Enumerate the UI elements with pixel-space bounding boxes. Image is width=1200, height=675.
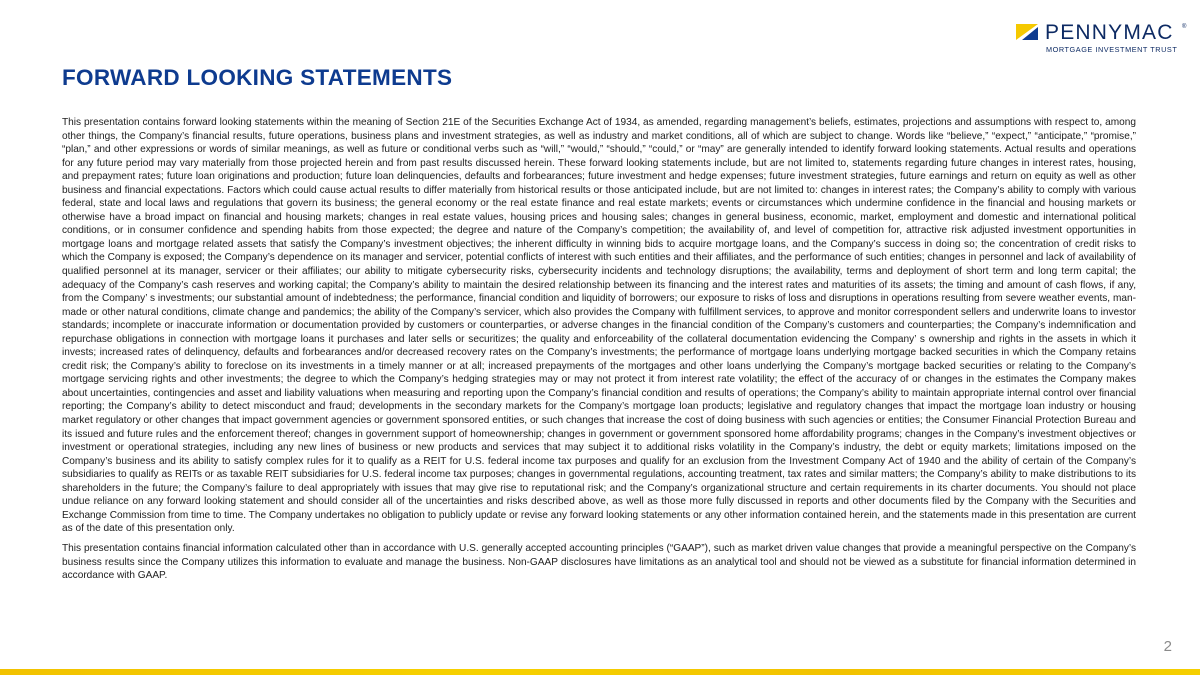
- non-gaap-paragraph: This presentation contains financial information calculated other than in accordance with U.S. generally accepted accounting principles (“GAAP”), such as market driven value changes that provide a meaningful perspective on the Company’s business results since the Company utilizes this information to evaluate and manage the business. Non-GAAP disclosures have limitations as an analytical tool and should not be viewed as a substitute for financial information determined in accordance with GAAP.: [62, 542, 1136, 582]
- logo-trademark: ®: [1182, 24, 1187, 30]
- pennymac-logo-mark-icon: [1016, 24, 1038, 40]
- logo-wordmark: PENNYMAC: [1045, 21, 1174, 44]
- page-number: 2: [1163, 638, 1172, 655]
- disclaimer-body: [62, 116, 1136, 589]
- pennymac-logo: [1016, 22, 1190, 54]
- forward-looking-paragraph: This presentation contains forward looking statements within the meaning of Section 21E of the Securities Exchange Act of 1934, as amended, regarding management’s beliefs, estimates, projections and assumptions with respect to, among other things, the Company’s financial results, future operations, business plans and investment strategies, as well as industry and market conditions, all of which are subject to change. Words like “believe,” “expect,” “anticipate,” “promise,” “plan,” and other expressions or words of similar meanings, as well as future or conditional verbs such as “will,” “would,” “should,” “could,” or “may” are generally intended to identify forward looking statements. Actual results and operations for any future period may vary materially from those projected herein and from past results discussed herein. These forward looking statements include, but are not limited to, statements regarding future changes in interest rates, housing, and prepayment rates; future loan originations and production; future loan delinquencies, defaults and forbearances; future investment and hedge expenses; future investment strategies, future earnings and return on equity as well as other business and financial expectations. Factors which could cause actual results to differ materially from historical results or those anticipated include, but are not limited to: changes in interest rates; the Company’s ability to comply with various federal, state and local laws and regulations that govern its business; the general economy or the real estate finance and real estate markets; events or circumstances which undermine confidence in the financial and housing markets or otherwise have a broad impact on financial and housing markets; changes in real estate values, housing prices and housing sales; changes in general business, economic, market, employment and domestic and international political conditions, or in consumer confidence and spending habits from those expected; the degree and nature of the Company’s competition; the availability of, and level of competition for, attractive risk adjusted investment opportunities in mortgage loans and mortgage related assets that satisfy the Company’s investment objectives; the inherent difficulty in winning bids to acquire mortgage loans, and the Company’s success in doing so; the concentration of credit risks to which the Company is exposed; the Company’s dependence on its manager and servicer, potential conflicts of interest with such entities and their affiliates, and the performance of such entities; changes in personnel and lack of availability of qualified personnel at its manager, servicer or their affiliates; our ability to mitigate cybersecurity risks, cybersecurity incidents and technology disruptions; the availability, terms and deployment of short term and long term capital; the adequacy of the Company’s cash reserves and working capital; the Company’s ability to maintain the desired relationship between its financing and the interest rates and maturities of its assets; the timing and amount of cash flows, if any, from the Company’ s investments; our substantial amount of indebtedness; the performance, financial condition and liquidity of borrowers; our exposure to risks of loss and disruptions in operations resulting from severe weather events, man-made or other natural conditions, climate change and pandemics; the ability of the Company’s servicer, which also provides the Company with fulfillment services, to approve and monitor correspondent sellers and underwrite loans to investor standards; incomplete or inaccurate information or documentation provided by customers or counterparties, or adverse changes in the financial condition of the Company’s customers and counterparties; the Company’s indemnification and repurchase obligations in connection with mortgage loans it purchases and later sells or securitizes; the quality and enforceability of the collateral documentation evidencing the Company’ s ownership and rights in the assets in which it invests; increased rates of delinquency, defaults and forbearances and/or decreased recovery rates on the Company’s investments; the performance of mortgage loans underlying mortgage backed securities in which the Company retains credit risk; the Company’s ability to foreclose on its investments in a timely manner or at all; increased prepayments of the mortgages and other loans underlying the Company’s mortgage backed securities or relating to the Company’s mortgage servicing rights and other investments; the degree to which the Company’s hedging strategies may or may not protect it from interest rate volatility; the effect of the accuracy of or changes in the estimates the Company makes about uncertainties, contingencies and asset and liability valuations when measuring and reporting upon the Company’s financial condition and results of operations; the Company’s ability to maintain appropriate internal control over financial reporting; the Company’s ability to detect misconduct and fraud; developments in the secondary markets for the Company’s mortgage loan products; legislative and regulatory changes that impact the mortgage loan industry or housing market regulatory or other changes that impact government agencies or government sponsored entities, or such changes that increase the cost of doing business with such agencies or entities; the Consumer Financial Protection Bureau and its issued and future rules and the enforcement thereof; changes in government support of homeownership; changes in government or government sponsored home affordability programs; changes in the Company’s investment objectives or investment or operational strategies, including any new lines of business or new products and services that may subject it to additional risks volatility in the Company’s industry, the debt or equity markets; limitations imposed on the Company’s business and its ability to satisfy complex rules for it to qualify as a REIT for U.S. federal income tax purposes and qualify for an exclusion from the Investment Company Act of 1940 and the ability of certain of the Company’s subsidiaries to qualify as REITs or as taxable REIT subsidiaries for U.S. federal income tax purposes; changes in governmental regulations, accounting treatment, tax rates and similar matters; the Company’s ability to make distributions to its shareholders in the future; the Company’s failure to deal appropriately with issues that may give rise to reputational risk; and the Company’s organizational structure and certain requirements in its charter documents. You should not place undue reliance on any forward looking statement and should consider all of the uncertainties and risks described above, as well as those more fully discussed in reports and other documents filed by the Company with the Securities and Exchange Commission from time to time. The Company undertakes no obligation to publicly update or revise any forward looking statements or any other information contained herein, and the statements made in this presentation are current as of the date of this presentation only.: [62, 117, 1136, 535]
- logo-tagline: MORTGAGE INVESTMENT TRUST: [1046, 45, 1178, 54]
- bottom-accent-bar: [0, 669, 1200, 675]
- slide-title: FORWARD LOOKING STATEMENTS: [62, 65, 453, 90]
